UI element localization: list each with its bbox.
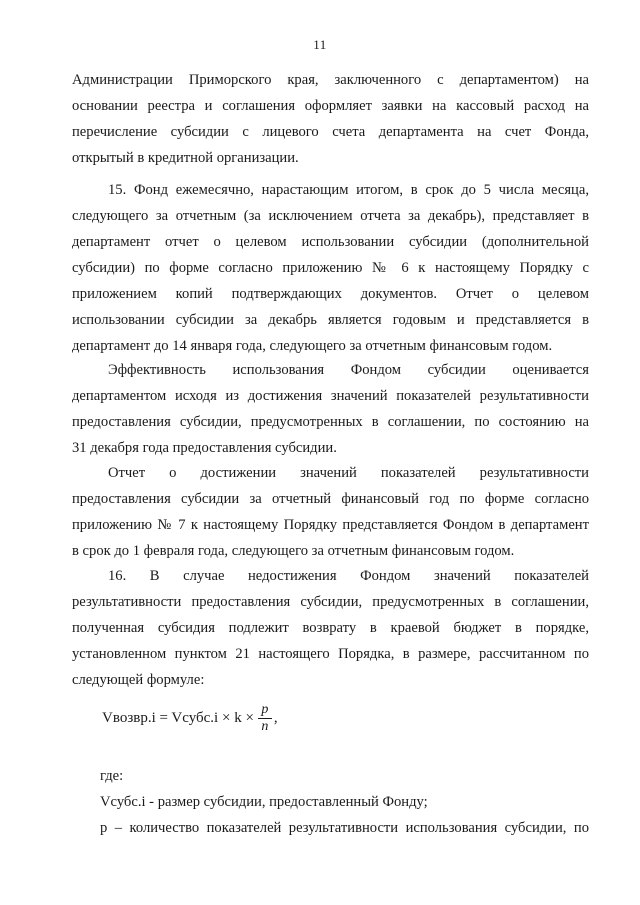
text-line: в срок до 1 февраля года, следующего за отчетным финансовым годом. (72, 543, 515, 559)
text-line: департаментом исходя из достижения значений показателей результативности (72, 388, 589, 404)
text-line: 31 декабря года предоставления субсидии. (72, 440, 337, 456)
text-line: следующей формуле: (72, 672, 205, 688)
text-line: следующего за отчетным (за исключением отчета за декабрь), представляет в (72, 208, 589, 224)
legend-line: Vсубс.i - размер субсидии, предоставленный Фонду; (100, 794, 428, 810)
formula-denominator: n (261, 719, 269, 734)
legend-line: где: (100, 768, 124, 784)
text-line: субсидии) по форме согласно приложению № 6 к настоящему Порядку с (72, 260, 589, 276)
legend-line: p – количество показателей результативности использования субсидии, по (100, 820, 589, 836)
text-line: 16. В случае недостижения Фондом значений показателей (108, 568, 589, 584)
text-line: предоставления субсидии за отчетный финансовый год по форме согласно (72, 491, 589, 507)
text-line: Эффективность использования Фондом субсидии оценивается (108, 362, 589, 378)
text-line: открытый в кредитной организации. (72, 150, 299, 166)
text-line: установленном пунктом 21 настоящего Порядка, в размере, рассчитанном по (72, 646, 589, 662)
refund-formula (102, 702, 278, 735)
text-line: 15. Фонд ежемесячно, нарастающим итогом, в срок до 5 числа месяца, (108, 182, 589, 198)
text-line: приложением копий подтверждающих документов. Отчет о целевом (72, 286, 589, 302)
text-line: департамент до 14 января года, следующего за отчетным финансовым годом. (72, 338, 553, 354)
formula-lhs: Vвозвр.i = Vсубс.i × k × (102, 710, 254, 726)
text-line: результативности предоставления субсидии, предусмотренных в соглашении, (72, 594, 589, 610)
formula-suffix: , (273, 710, 278, 726)
text-line: перечисление субсидии с лицевого счета департамента на счет Фонда, (72, 124, 589, 140)
formula-fraction (258, 702, 272, 735)
text-line: Отчет о достижении значений показателей результативности (108, 465, 589, 481)
text-line: полученная субсидия подлежит возврату в краевой бюджет в порядке, (72, 620, 589, 636)
text-line: использовании субсидии за декабрь является годовым и представляется в (72, 312, 589, 328)
text-line: предоставления субсидии, предусмотренных в соглашении, по состоянию на (72, 414, 589, 430)
text-line: основании реестра и соглашения оформляет заявки на кассовый расход на (72, 98, 589, 114)
text-line: Администрации Приморского края, заключенного с департаментом) на (72, 72, 589, 88)
formula-numerator: p (261, 702, 269, 717)
text-line: департамент отчет о целевом использовании субсидии (дополнительной (72, 234, 589, 250)
text-line: приложению № 7 к настоящему Порядку представляется Фондом в департамент (72, 517, 589, 533)
page-number: 11 (313, 37, 327, 52)
